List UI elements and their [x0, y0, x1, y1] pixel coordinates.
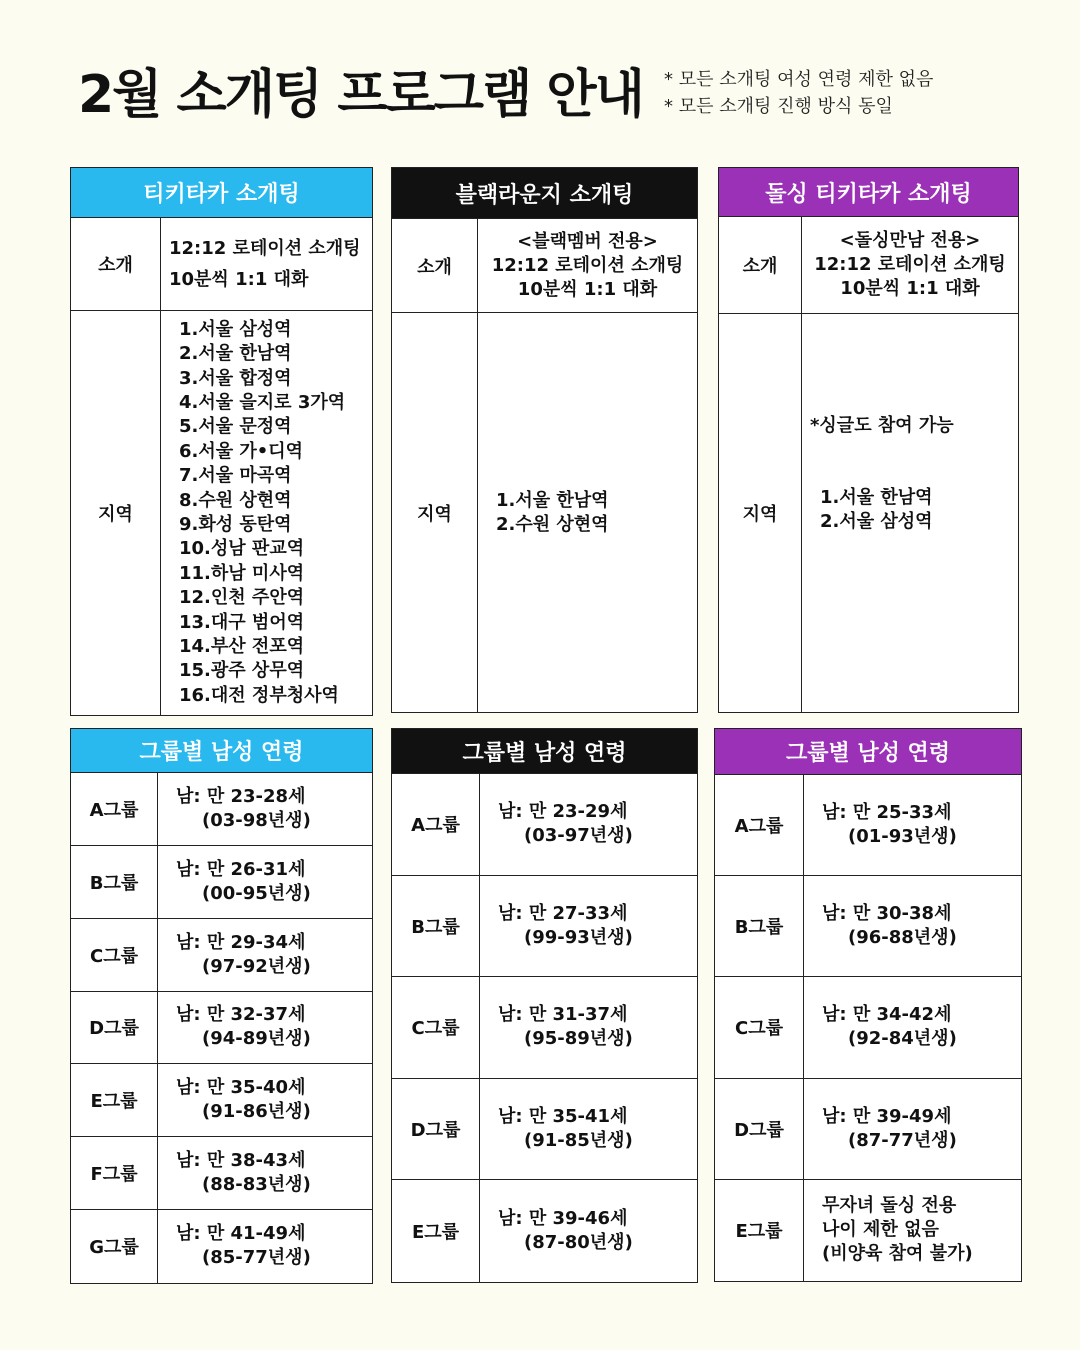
area-note: *싱글도 참여 가능: [810, 415, 954, 436]
area-row: [719, 314, 1018, 712]
group-label: B그룹: [715, 876, 804, 976]
group-row: [71, 1137, 372, 1210]
group-header: 그룹별 남성 연령: [71, 729, 372, 773]
area-item: 13.대구 범어역: [179, 611, 305, 633]
group-label: E그룹: [392, 1180, 480, 1282]
program-table-dolsing: [718, 167, 1019, 713]
area-label: 지역: [719, 314, 802, 712]
area-list: 1.서울 한남역 2.수원 상현역: [496, 489, 609, 535]
group-label: C그룹: [392, 977, 480, 1078]
group-row: [392, 977, 697, 1079]
group-age-range: 남: 만 39-49세 (87-77년생): [822, 1105, 957, 1151]
page-title: 2월 소개팅 프로그램 안내: [78, 65, 643, 125]
group-age-range: 남: 만 31-37세 (95-89년생): [498, 1004, 633, 1050]
program-header: 블랙라운지 소개팅: [392, 168, 697, 219]
intro-label: 소개: [719, 217, 802, 313]
area-item: 15.광주 상무역: [179, 660, 305, 682]
group-age-range: 남: 만 35-40세 (91-86년생): [176, 1077, 311, 1123]
group-age-range: 남: 만 39-46세 (87-80년생): [498, 1208, 633, 1254]
group-label: F그룹: [71, 1137, 158, 1209]
group-age-range: 남: 만 30-38세 (96-88년생): [822, 903, 957, 949]
intro-label: 소개: [392, 219, 478, 312]
area-item: 16.대전 정부청사역: [179, 684, 339, 706]
group-age-range: 남: 만 23-28세 (03-98년생): [176, 785, 311, 831]
area-item: 12.인천 주안역: [179, 587, 305, 609]
group-age-range: 남: 만 25-33세 (01-93년생): [822, 802, 957, 848]
group-header: 그룹별 남성 연령: [715, 729, 1021, 775]
intro-row: [71, 218, 372, 311]
area-item: 6.서울 가•디역: [179, 440, 304, 462]
note-women-age: * 모든 소개팅 여성 연령 제한 없음: [664, 69, 934, 90]
area-label: 지역: [71, 311, 161, 715]
group-row: [392, 876, 697, 978]
group-label: D그룹: [715, 1079, 804, 1179]
area-item: 5.서울 문정역: [179, 416, 292, 438]
group-table-dolsing: [714, 728, 1022, 1282]
intro-label: 소개: [71, 218, 161, 310]
group-row: [71, 773, 372, 846]
area-row: [392, 313, 697, 712]
group-label: E그룹: [715, 1180, 804, 1281]
group-row: [715, 977, 1021, 1078]
area-list: [161, 311, 345, 715]
area-row: [71, 311, 372, 715]
group-age-range: 남: 만 23-29세 (03-97년생): [498, 801, 633, 847]
intro-value: <돌싱만남 전용> 12:12 로테이션 소개팅 10분씩 1:1 대화: [814, 230, 1006, 299]
group-age-range: 남: 만 32-37세 (94-89년생): [176, 1004, 311, 1050]
program-header: 돌싱 티키타카 소개팅: [719, 168, 1018, 217]
group-label: C그룹: [71, 919, 158, 991]
intro-row: [719, 217, 1018, 314]
group-header: 그룹별 남성 연령: [392, 729, 697, 774]
group-age-range: 남: 만 29-34세 (97-92년생): [176, 931, 311, 977]
group-label: D그룹: [392, 1079, 480, 1180]
program-table-black-lounge: [391, 167, 698, 713]
group-row: [715, 1180, 1021, 1281]
group-row: [392, 774, 697, 876]
group-age-range: 남: 만 34-42세 (92-84년생): [822, 1004, 957, 1050]
group-label: A그룹: [715, 775, 804, 875]
group-row: [392, 1180, 697, 1282]
area-label: 지역: [392, 313, 478, 712]
group-label: B그룹: [71, 846, 158, 918]
group-row: [715, 775, 1021, 876]
group-row: [71, 919, 372, 992]
group-label: E그룹: [71, 1064, 158, 1136]
intro-value: 12:12 로테이션 소개팅 10분씩 1:1 대화: [169, 238, 361, 290]
area-item: 14.부산 전포역: [179, 636, 305, 658]
group-row: [71, 992, 372, 1065]
group-age-range: 남: 만 27-33세 (99-93년생): [498, 902, 633, 948]
group-table-black-lounge: [391, 728, 698, 1283]
group-age-range: 남: 만 26-31세 (00-95년생): [176, 858, 311, 904]
program-table-tikitaka: [70, 167, 373, 716]
group-row: [71, 1210, 372, 1283]
intro-row: [392, 219, 697, 313]
group-label: D그룹: [71, 992, 158, 1064]
intro-value: <블랙멤버 전용> 12:12 로테이션 소개팅 10분씩 1:1 대화: [491, 230, 684, 300]
area-item: 3.서울 합정역: [179, 367, 292, 389]
area-item: 4.서울 을지로 3가역: [179, 391, 346, 413]
notes: [664, 66, 933, 120]
group-age-range: 남: 만 35-41세 (91-85년생): [498, 1106, 633, 1152]
group-row: [715, 1079, 1021, 1180]
group-age-range: 무자녀 돌싱 전용 나이 제한 없음 (비양육 참여 불가): [822, 1195, 973, 1265]
group-age-range: 남: 만 41-49세 (85-77년생): [176, 1223, 311, 1269]
area-item: 10.성남 판교역: [179, 538, 305, 560]
group-row: [715, 876, 1021, 977]
group-row: [71, 1064, 372, 1137]
group-row: [392, 1079, 697, 1181]
area-item: 7.서울 마곡역: [179, 465, 292, 487]
area-list: *싱글도 참여 가능 1.서울 한남역 2.서울 삼성역: [810, 415, 954, 532]
program-header: 티키타카 소개팅: [71, 168, 372, 218]
group-label: C그룹: [715, 977, 804, 1077]
group-label: G그룹: [71, 1210, 158, 1283]
group-label: A그룹: [71, 773, 158, 845]
note-same-format: * 모든 소개팅 진행 방식 동일: [664, 96, 893, 117]
area-item: 8.수원 상현역: [179, 489, 292, 511]
area-item: 9.화성 동탄역: [179, 514, 292, 535]
group-age-range: 남: 만 38-43세 (88-83년생): [176, 1150, 311, 1196]
group-row: [71, 846, 372, 919]
group-label: B그룹: [392, 876, 480, 977]
area-item: 2.서울 한남역: [179, 343, 292, 365]
group-table-tikitaka: [70, 728, 373, 1284]
area-item: 1.서울 삼성역: [179, 318, 292, 340]
group-label: A그룹: [392, 774, 480, 875]
area-item: 11.하남 미사역: [179, 562, 305, 584]
